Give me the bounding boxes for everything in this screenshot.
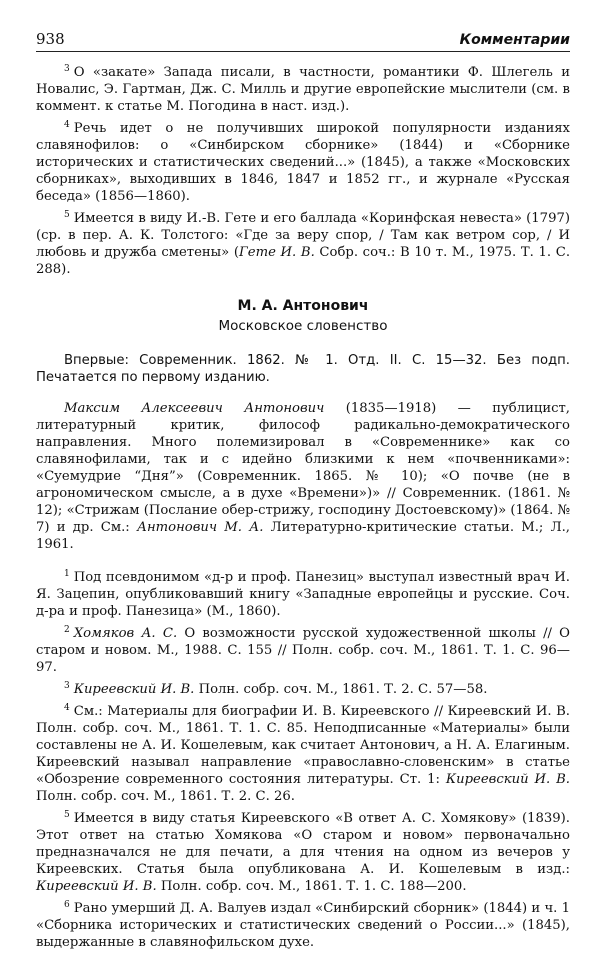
section-title: Комментарии bbox=[459, 32, 570, 48]
note: $^3$ Киреевский И. В. Полн. собр. соч. М., 1861. Т. 2. С. 57—58. bbox=[64, 680, 488, 697]
running-header bbox=[36, 30, 570, 52]
note: $^1$ Под псевдонимом «д-р и проф. Панезиц» выступал известный врач И. Я. Зацепин, опубликовавший книгу «Западные европейцы и русские. Соч. д-ра и проф. Панезица» (М., 1860). bbox=[36, 568, 570, 619]
note: $^2$ Хомяков А. С. О возможности русской художественной школы // О старом и новом. М., 1988. С. 155 // Полн. собр. соч. М., 1861. Т. 1. С. 96—97. bbox=[36, 624, 570, 675]
first-published-note: Впервые: Современник. 1862. № 1. Отд. II. С. 15—32. Без подп. Печатается по первому изданию. bbox=[36, 353, 570, 385]
footnote: $^4$ Речь идет о не получивших широкой популярности изданиях славянофилов: о «Синбирском сборнике» (1844) и «Сборнике исторических и статистических сведений...» (1845), а также «Московских сборниках», выходивших в 1846, 1847 и 1852 гг., и журнале «Русская беседа» (1856—1860). bbox=[36, 119, 570, 204]
note: $^6$ Рано умерший Д. А. Валуев издал «Синбирский сборник» (1844) и ч. 1 «Сборника исторических и статистических сведений о России...» (1845), выдержанные в славянофильском духе. bbox=[36, 899, 570, 950]
footnote: $^3$ О «закате» Запада писали, в частности, романтики Ф. Шлегель и Новалис, Э. Гартман, Дж. С. Милль и другие европейские мыслители (см. в коммент. к статье М. Погодина в наст. изд.). bbox=[36, 63, 570, 114]
page-number: 938 bbox=[36, 30, 65, 48]
top-notes bbox=[36, 64, 570, 278]
article-author: М. А. Антонович bbox=[237, 298, 369, 314]
page bbox=[36, 30, 570, 956]
article-title: Московское словенство bbox=[218, 318, 388, 334]
note: $^5$ Имеется в виду статья Киреевского «В ответ А. С. Хомякову» (1839). Этот ответ на статью Хомякова «О старом и новом» первоначально предназначался не для печати, а для чтения на одном из вечеров у Киреевских. Статья была опубликована А. И. Кошелевым в изд.: Киреевский И. В. Полн. собр. соч. М., 1861. Т. 1. С. 188—200. bbox=[36, 809, 570, 894]
note: $^4$ См.: Материалы для биографии И. В. Киреевского // Киреевский И. В. Полн. собр. соч. М., 1861. Т. 1. С. 85. Неподписанные «Материалы» были составлены не А. И. Кошелевым, как считает Антонович, а Н. А. Елагиным. Киреевский называл направление «православно-словенским» в статье «Обозрение современного состояния литературы. Ст. 1: Киреевский И. В. Полн. собр. соч. М., 1861. Т. 2. С. 26. bbox=[36, 702, 570, 804]
intro-paragraph: Максим Алексеевич Антонович (1835—1918) — публицист, литературный критик, философ радикально-демократического направления. Много полемизировал в «Современнике» как со славянофилами, так и с идейно близкими к нем «почвенниками»: «Суемудрие “Дня”» (Современник. 1865. № 10); «О почве (не в агрономическом смысле, а в духе «Времени»)» // Современник. (1861. № 12); «Стрижам (Послание обер-стрижу, господину Достоевскому)» (1864. № 7) и др. См.: Антонович М. А. Литературно-критические статьи. М.; Л., 1961. bbox=[36, 401, 570, 552]
notes-list bbox=[36, 569, 570, 951]
footnote: $^5$ Имеется в виду И.-В. Гете и его баллада «Коринфская невеста» (1797) (ср. в пер. А. К. Толстого: «Где за веру спор, / Там как ветром сор, / И любовь и дружба сметены» (Гете И. В. Собр. соч.: В 10 т. М., 1975. Т. 1. С. 288). bbox=[36, 209, 571, 277]
